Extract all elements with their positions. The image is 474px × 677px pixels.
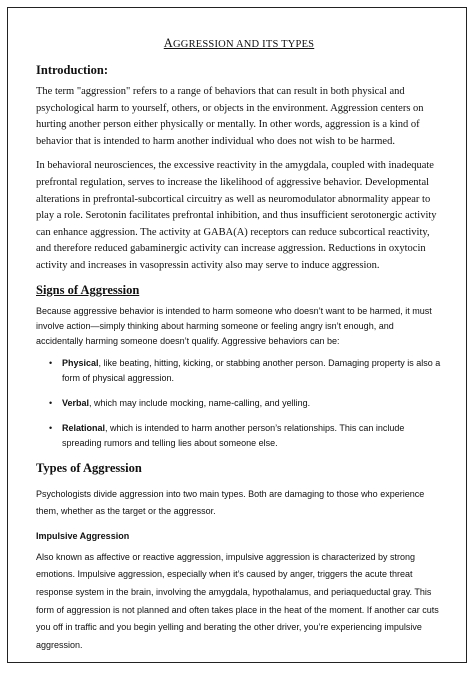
- page-title: [36, 36, 442, 51]
- intro-paragraph-1: The term "aggression" refers to a range of behaviors that can result in both physical and psychological harm to yourself, others, or objects in the environment. Aggression centers on hurting another person either physically or mentally. In other words, aggression is a kind of behavior that is intended to harm another individual who does not wish to be harmed.: [36, 86, 424, 147]
- title-rest: GGRESSION AND ITS TYPES: [173, 39, 315, 50]
- list-item-text: , which is intended to harm another person’s relationships. This can include spreading rumors and telling lies about someone else.: [62, 422, 405, 448]
- document-page: [7, 7, 467, 663]
- list-item-term: Relational: [62, 422, 106, 433]
- introduction-heading: Introduction:: [36, 63, 109, 77]
- impulsive-paragraph: Also known as affective or reactive aggression, impulsive aggression is characterized by strong emotions. Impulsive aggression, especially when it’s caused by anger, triggers the acute threat response system in the brain, involving the amygdala, hypothalamus, and periaqueductal gray. This form of aggression is not planned and often takes place in the heat of the moment. If another car cuts you off in traffic and you begin yelling and berating the other driver, you’re experiencing impulsive aggression.: [36, 551, 439, 650]
- list-item-term: Physical: [62, 357, 99, 368]
- signs-heading: Signs of Aggression: [36, 282, 140, 297]
- list-item: [49, 421, 442, 451]
- list-item: [49, 356, 442, 386]
- list-item-text: , like beating, hitting, kicking, or stabbing another person. Damaging property is also a form of physical aggression.: [62, 357, 441, 383]
- signs-list: [36, 356, 442, 451]
- list-item-text: , which may include mocking, name-calling, and yelling.: [89, 397, 311, 408]
- list-item-term: Verbal: [62, 397, 90, 408]
- signs-intro: Because aggressive behavior is intended to harm someone who doesn’t want to be harmed, it must involve action—simply thinking about harming someone or feeling angry isn’t enough, and accidentally harming someone doesn’t qualify. Aggressive behaviors can be:: [36, 305, 432, 346]
- intro-paragraph-2: In behavioral neurosciences, the excessive reactivity in the amygdala, coupled with inadequate prefrontal regulation, serves to increase the likelihood of aggressive behavior. Developmental alterations in prefrontal-subcortical circuitry as well as neuromodulator abnormality appear to play a role. Serotonin facilitates prefrontal inhibition, and thus insufficient serotonergic activity can enhance aggression. The activity at GABA(A) receptors can reduce subcortical reactivity, and therefore reduced gabaminergic activity can increase aggression. Reductions in oxytocin activity and increases in vasopressin activity also may serve to induce aggression.: [36, 160, 437, 271]
- bullet-icon: •: [49, 422, 53, 433]
- bullet-icon: •: [49, 357, 53, 368]
- bullet-icon: •: [49, 397, 53, 408]
- list-item: [49, 396, 442, 411]
- types-heading: Types of Aggression: [36, 460, 142, 475]
- types-intro: Psychologists divide aggression into two main types. Both are damaging to those who experience them, whether as the target or the aggressor.: [36, 488, 425, 517]
- title-initial: A: [163, 36, 173, 50]
- impulsive-heading: Impulsive Aggression: [36, 530, 130, 541]
